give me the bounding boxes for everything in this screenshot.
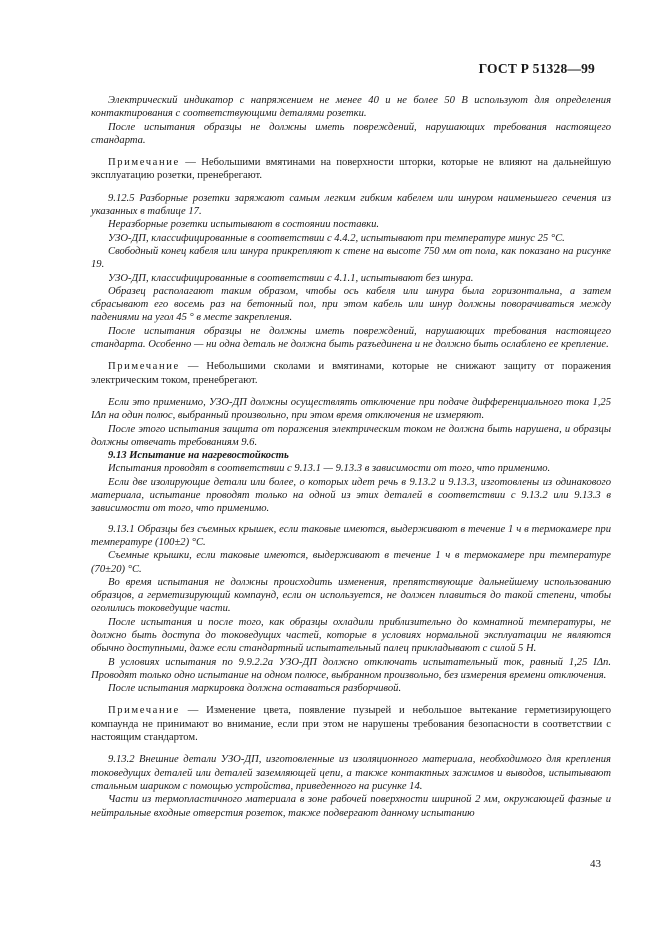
paragraph: Если это применимо, УЗО-ДП должны осуществлять отключение при подаче дифференциального тока 1,25 IΔn на один полюс, выбранный произвольно, при этом время отключения не измеряют. (91, 396, 611, 422)
note-text: — Изменение цвета, появление пузырей и небольшое вытекание герметизирующего компаунда не принимают во внимание, если при этом не нарушены требования безопасности в соответствии с настоящим стандартом. (91, 705, 611, 744)
paragraph: Если две изолирующие детали или более, о которых идет речь в 9.13.2 и 9.13.3, изготовлены из одинакового материала, испытание проводят только на одной из этих деталей в соответствии с 9.13.2 или 9.13.3 в зависимости от того, что применимо. (91, 476, 611, 515)
note (91, 360, 611, 387)
page-body (91, 94, 611, 820)
section-heading: 9.13 Испытание на нагревостойкость (108, 450, 289, 462)
paragraph: Части из термопластичного материала в зоне рабочей поверхности шириной 2 мм, окружающей фазные и нейтральные входные отверстия розеток, также подвергают данному испытанию (91, 794, 611, 819)
paragraph: После испытания и после того, как образцы охладили приблизительно до комнатной температуры, не должно быть доступа до токоведущих частей, которые в условиях нормальной эксплуатации не являются обычно доступными, даже если стандартный испытательный палец прикладывают с силой 5 Н. (91, 616, 611, 655)
paragraph: Неразборные розетки испытывают в состоянии поставки. (108, 219, 380, 231)
paragraph: После испытания маркировка должна оставаться разборчивой. (108, 683, 402, 695)
note (91, 704, 611, 744)
paragraph: После испытания образцы не должны иметь повреждений, нарушающих требования настоящего стандарта. (91, 121, 611, 146)
paragraph: В условиях испытания по 9.9.2.2а УЗО-ДП должно отключать испытательный ток, равный 1,25 IΔn. Проводят только одно испытание на одном полюсе, выбранном произвольно, без измерения времени отключения. (91, 656, 611, 681)
page-number: 43 (590, 858, 601, 870)
paragraph: УЗО-ДП, классифицированные в соответствии с 4.1.1, испытывают без шнура. (108, 272, 474, 284)
paragraph: Свободный конец кабеля или шнура прикрепляют к стене на высоте 750 мм от пола, как показано на рисунке 19. (91, 245, 611, 271)
paragraph: После этого испытания защита от поражения электрическим током не должна быть нарушена, и образцы должны отвечать требованиям 9.6. (91, 423, 611, 448)
paragraph: 9.13.1 Образцы без съемных крышек, если таковые имеются, выдерживают в течение 1 ч в термокамере при температуре (100±2) °С. (91, 523, 611, 548)
paragraph: УЗО-ДП, классифицированные в соответствии с 4.4.2, испытывают при температуре минус 25 °С. (108, 232, 565, 244)
paragraph: Электрический индикатор с напряжением не менее 40 и не более 50 В используют для определения контактирования с соответствующими деталями розетки. (91, 95, 611, 120)
note-label: Примечание (108, 361, 180, 373)
note-text: — Небольшими вмятинами на поверхности шторки, которые не влияют на дальнейшую эксплуатацию розетки, пренебрегают. (91, 157, 611, 182)
note (91, 156, 611, 183)
standard-header: ГОСТ Р 51328—99 (478, 61, 595, 76)
note-label: Примечание (108, 705, 180, 717)
paragraph: Во время испытания не должны происходить изменения, препятствующие дальнейшему использованию образцов, а герметизирующий компаунд, если он используется, не должен плавиться до такой степени, чтобы оголились токоведущие части. (91, 576, 611, 615)
note-label: Примечание (108, 157, 180, 169)
paragraph: Образец располагают таким образом, чтобы ось кабеля или шнура была горизонтальна, а затем сбрасывают его восемь раз на бетонный пол, при этом кабель или шнур должны поворачиваться между падениями на угол 45 ° в месте закрепления. (91, 285, 611, 324)
paragraph: Съемные крышки, если таковые имеются, выдерживают в течение 1 ч в термокамере при температуре (70±20) °С. (91, 550, 611, 575)
note-text: — Небольшими сколами и вмятинами, которые не снижают защиту от поражения электрическим током, пренебрегают. (91, 361, 611, 386)
paragraph: После испытания образцы не должны иметь повреждений, нарушающих требования настоящего стандарта. Особенно — ни одна деталь не должна быть разъединена и не должно быть ослаблено ее крепление. (91, 325, 611, 351)
paragraph: 9.13.2 Внешние детали УЗО-ДП, изготовленные из изоляционного материала, необходимого для крепления токоведущих деталей или деталей заземляющей цепи, а также контактных зажимов и выводов, испытывают стальным шариком с помощью устройства, приведенного на рисунке 14. (91, 754, 611, 792)
paragraph: Испытания проводят в соответствии с 9.13.1 — 9.13.3 в зависимости от того, что применимо. (108, 463, 551, 475)
paragraph: 9.12.5 Разборные розетки заряжают самым легким гибким кабелем или шнуром наименьшего сечения из указанных в таблице 17. (91, 192, 611, 218)
